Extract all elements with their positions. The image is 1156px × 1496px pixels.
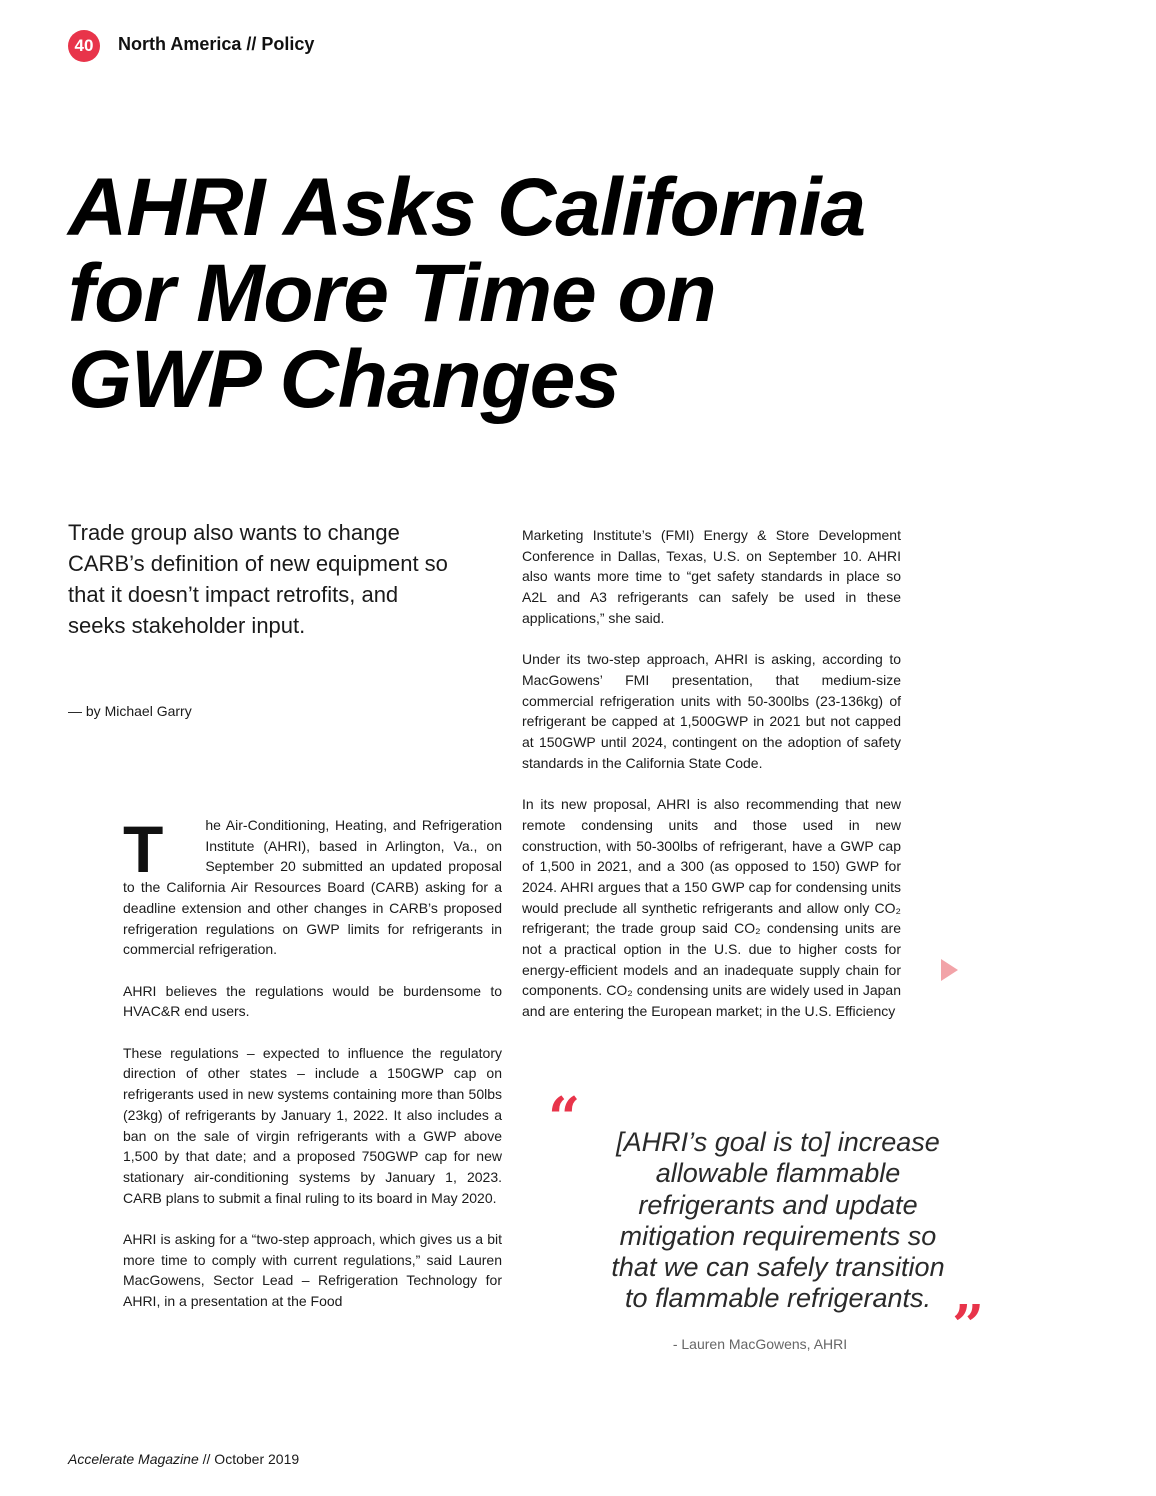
byline: — by Michael Garry: [68, 703, 192, 719]
body-column-left: [123, 812, 502, 1333]
article-deck: Trade group also wants to change CARB’s definition of new equipment so that it doesn’t impact retrofits, and seeks stakeholder input.: [68, 520, 448, 638]
magazine-name: Accelerate Magazine: [68, 1451, 199, 1467]
continue-arrow-icon: [941, 959, 958, 981]
title-line: AHRI Asks California: [68, 162, 866, 253]
body-paragraph: Under its two-step approach, AHRI is asking, according to MacGowens’ FMI presentation, that medium-size commercial refrigeration units with 50-300lbs (23-136kg) of refrigerant be capped at 1,500GWP in 2021 but not capped at 150GWP until 2024, contingent on the adoption of safety standards in the California State Code.: [522, 651, 901, 771]
body-paragraph: These regulations – expected to influence the regulatory direction of other states – include a 150GWP cap on refrigerants used in new systems containing more than 50lbs (23kg) of refrigerants by January 1, 2022. It also includes a ban on the sale of virgin refrigerants with a GWP above 1,500 by that date; and a proposed 750GWP cap for new stationary air-conditioning systems by January 1, 2023. CARB plans to submit a final ruling to its board in May 2020.: [123, 1044, 502, 1206]
quote-attribution: - Lauren MacGowens, AHRI: [672, 1336, 848, 1352]
title-line: GWP Changes: [68, 334, 619, 425]
page-number-badge: 40: [68, 30, 100, 62]
title-line: for More Time on: [68, 248, 716, 339]
body-column-right: [522, 525, 901, 1043]
body-paragraph: [123, 812, 502, 960]
body-paragraph-text: he Air-Conditioning, Heating, and Refrigeration Institute (AHRI), based in Arlington, Va., on September 20 submitted an updated proposal to the California Air Resources Board (CARB) asking for a deadline extension and other changes in CARB’s proposed refrigeration regulations on GWP limits for refrigerants in commercial refrigeration.: [123, 817, 502, 958]
article-title: [68, 162, 968, 425]
body-paragraph: AHRI believes the regulations would be burdensome to HVAC&R end users.: [123, 982, 502, 1020]
drop-cap: T: [123, 812, 164, 886]
section-label: North America // Policy: [118, 34, 315, 54]
quote-close-icon: ”: [952, 1293, 985, 1359]
body-paragraph: AHRI is asking for a “two-step approach, which gives us a bit more time to comply with current regulations,” said Lauren MacGowens, Sector Lead – Refrigeration Technology for AHRI, in a presentation at the Food: [123, 1231, 502, 1310]
body-paragraph: Marketing Institute’s (FMI) Energy & Store Development Conference in Dallas, Texas, U.S. on September 10. AHRI also wants more time to “get safety standards in place so A2L and A3 refrigerants can safely be used in these applications,” she said.: [522, 527, 901, 626]
quote-open-icon: “: [548, 1085, 581, 1151]
page-footer: [68, 1451, 299, 1467]
body-paragraph: In its new proposal, AHRI is also recommending that new remote condensing units and those used in new construction, with 50-300lbs of refrigerant, have a GWP cap of 1,500 in 2021, and a 300 (as opposed to 150) GWP for 2024. AHRI argues that a 150 GWP cap for condensing units would preclude all synthetic refrigerants and allow only CO₂ refrigerant; the trade group said CO₂ condensing units are not a practical option in the U.S. due to higher costs for energy-efficient models and an inadequate supply chain for components. CO₂ condensing units are widely used in Japan and are entering the European market; in the U.S. Efficiency: [522, 796, 901, 1020]
issue-date: // October 2019: [198, 1451, 300, 1467]
pull-quote: [AHRI’s goal is to] increase allowable flammable refrigerants and update mitigation requirements so that we can safely transition to flammable refrigerants.: [611, 1127, 945, 1314]
